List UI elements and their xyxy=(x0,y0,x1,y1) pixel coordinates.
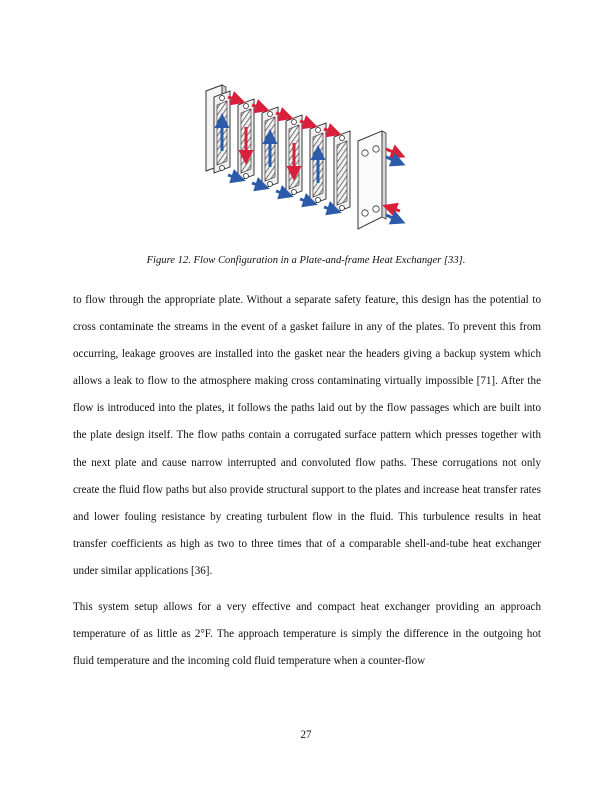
pressure-plate xyxy=(358,131,386,229)
plate-heat-exchanger-illustration xyxy=(200,83,420,235)
page-number: 27 xyxy=(300,729,312,741)
body-text xyxy=(73,287,541,675)
heat-exchanger-figure xyxy=(200,83,420,235)
heat-transfer-plates xyxy=(214,91,350,213)
paragraph: This system setup allows for a very effective and compact heat exchanger providing an approach temperature of as little as 2°F. The approach temperature is simply the difference in the outgoing hot fluid temperature and the incoming cold fluid temperature when a counter-flow xyxy=(73,601,541,668)
paragraph: to flow through the appropriate plate. Without a separate safety feature, this design has the potential to cross contaminate the streams in the event of a gasket failure in any of the plates. To prevent this from occurring, leakage grooves are installed into the gasket near the headers giving a backup system which allows a leak to flow to the atmosphere making cross contaminating virtually impossible [71]. After the flow is introduced into the plates, it follows the paths laid out by the flow passages which are built into the plate design itself. The flow paths contain a corrugated surface pattern which presses together with the next plate and cause narrow interrupted and convoluted flow paths. These corrugations not only create the fluid flow paths but also provide structural support to the plates and increase heat transfer rates and lower fouling resistance by creating turbulent flow in the fluid. This turbulence results in heat transfer coefficients as high as two to three times that of a comparable shell-and-tube heat exchanger under similar applications [36]. xyxy=(73,294,541,577)
figure-caption: Figure 12. Flow Configuration in a Plate-and-frame Heat Exchanger [33]. xyxy=(146,255,466,266)
